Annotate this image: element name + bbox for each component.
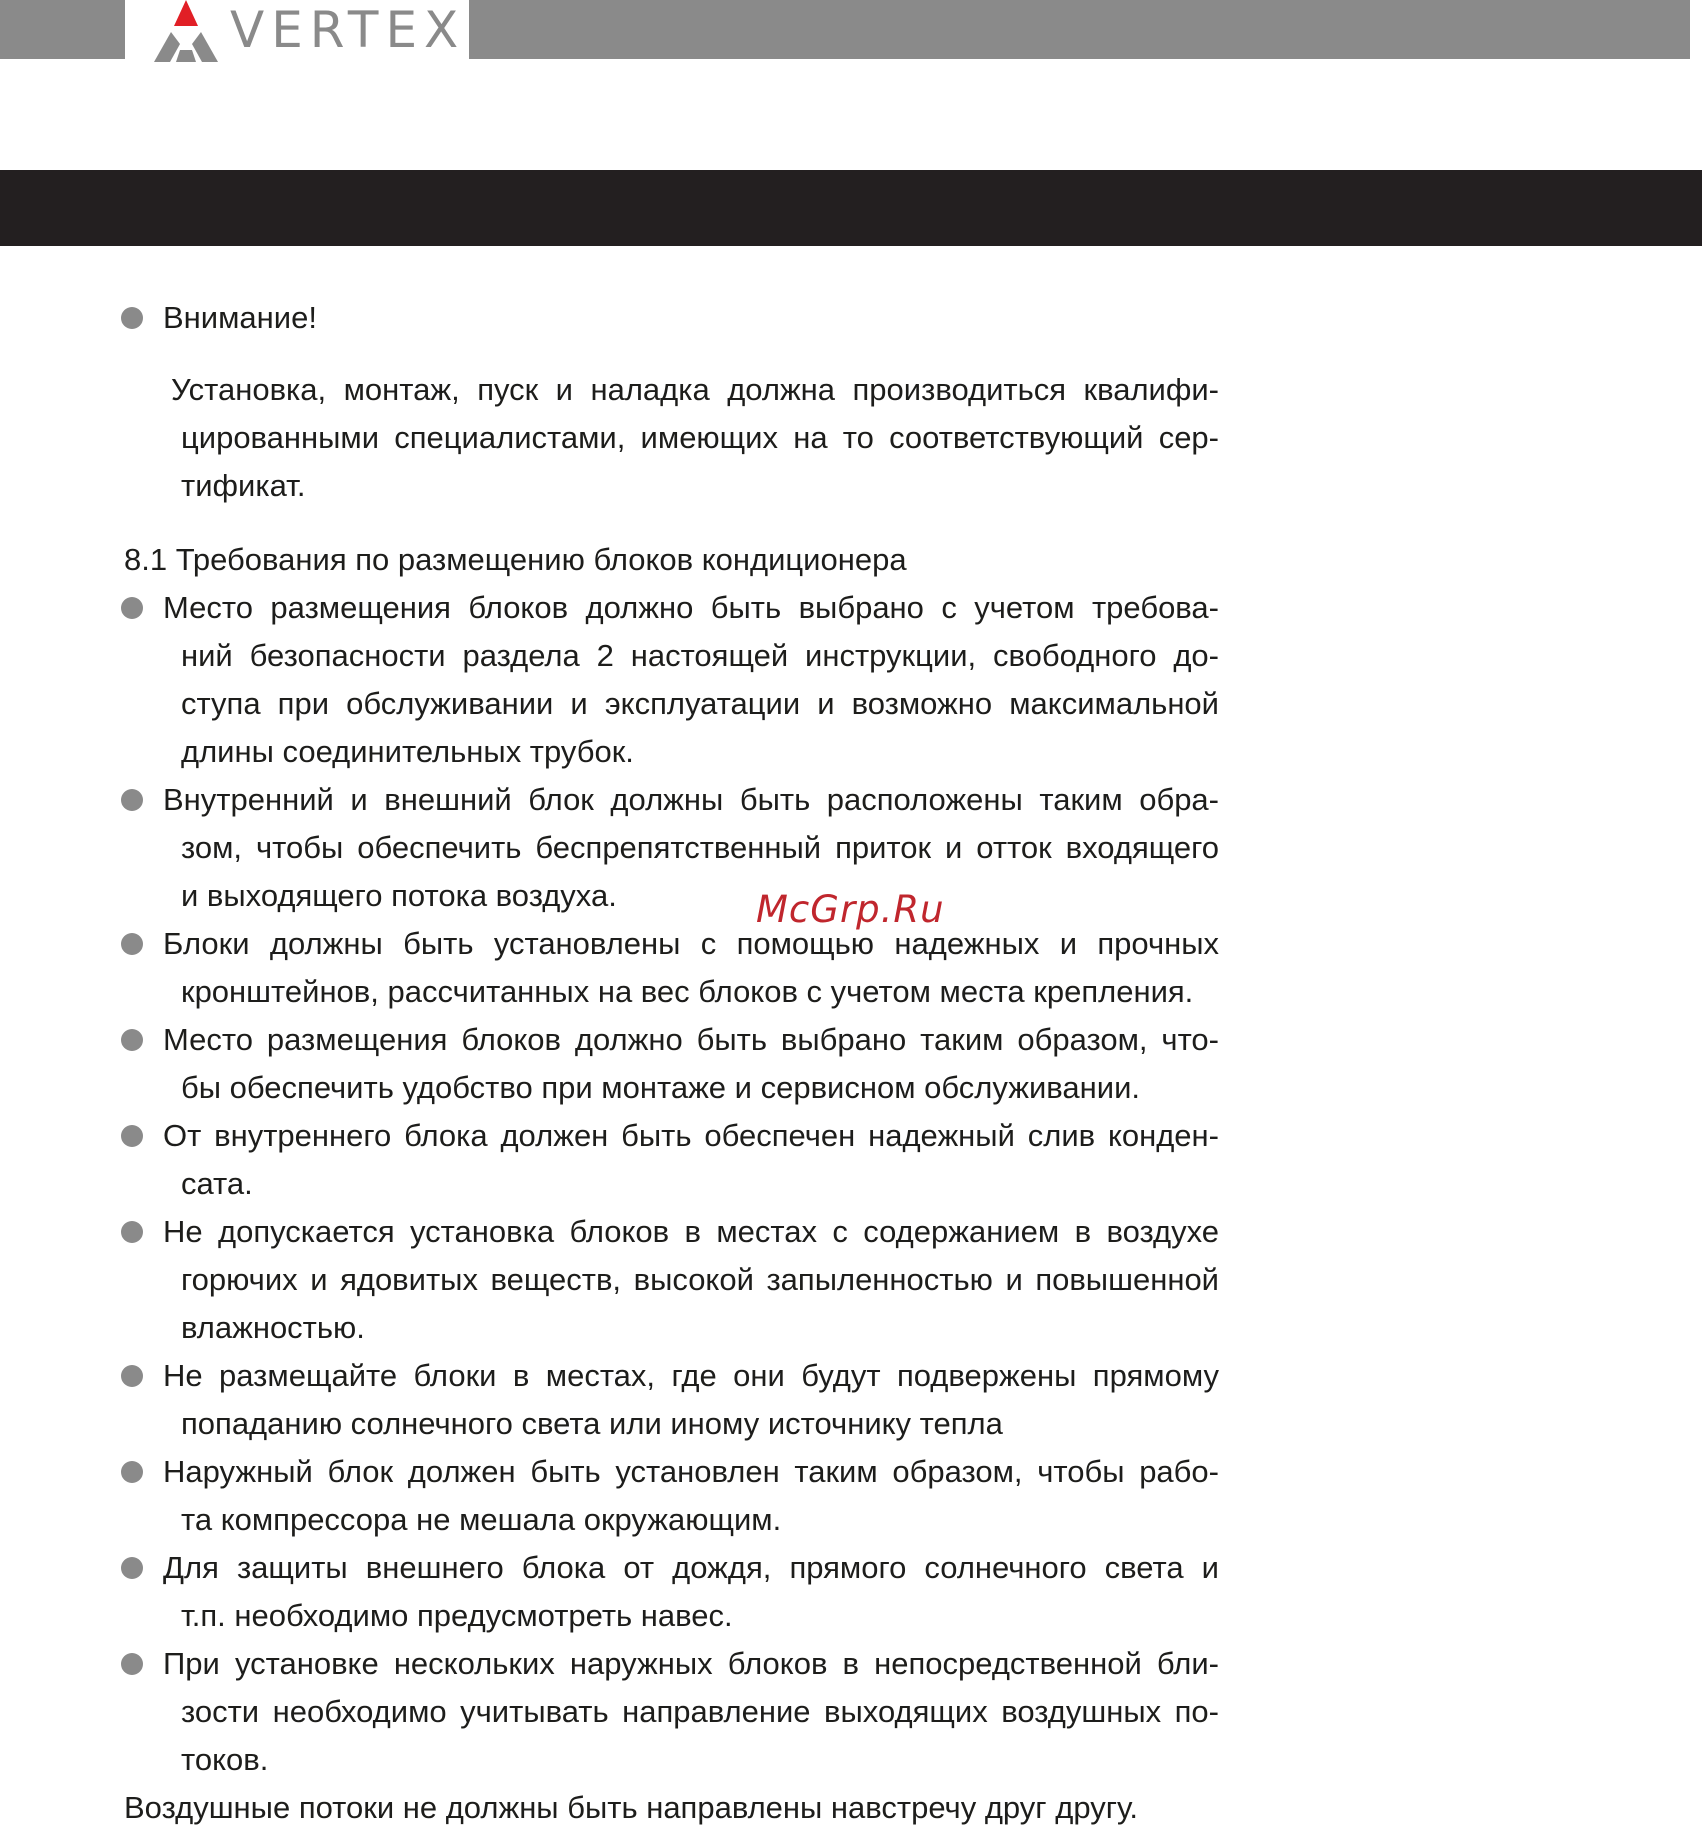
list-item-line: Внутренний и внешний блок должны быть расположены таким обра- <box>163 782 1219 817</box>
logo-text: VERTEX <box>230 1 466 59</box>
list-item-line: т.п. необходимо предусмотреть навес. <box>181 1598 733 1633</box>
section-title-band <box>0 170 1702 246</box>
list-item-line: ступа при обслуживании и эксплуатации и возможно максимальной <box>181 686 1219 721</box>
list-item-line: Для защиты внешнего блока от дождя, прямого солнечного света и <box>163 1550 1219 1585</box>
list-item-line: влажностью. <box>181 1310 365 1345</box>
list-item-line: зости необходимо учитывать направление выходящих воздушных по- <box>181 1694 1219 1729</box>
header-bar-left <box>0 0 125 59</box>
bullet-icon <box>121 597 143 619</box>
vertex-logo <box>152 0 466 62</box>
bullet-icon <box>121 1365 143 1387</box>
attention-line: цированными специалистами, имеющих на то соответствующий сер- <box>181 420 1219 455</box>
list-item-line: Блоки должны быть установлены с помощью надежных и прочных <box>163 926 1219 961</box>
list-item-line: Не допускается установка блоков в местах с содержанием в воздухе <box>163 1214 1219 1249</box>
list-item-line: Место размещения блоков должно быть выбрано таким образом, что- <box>163 1022 1219 1057</box>
bullet-icon <box>121 1461 143 1483</box>
list-item-line: токов. <box>181 1742 269 1777</box>
list-item-line: кронштейнов, рассчитанных на вес блоков с учетом места крепления. <box>181 974 1194 1009</box>
vertex-logo-icon <box>152 0 224 62</box>
watermark: McGrp.Ru <box>756 888 945 931</box>
bullet-attention-icon <box>121 307 143 329</box>
attention-line: Установка, монтаж, пуск и наладка должна производиться квалифи- <box>171 372 1219 407</box>
list-item-line: попаданию солнечного света или иному источнику тепла <box>181 1406 1003 1441</box>
bullet-icon <box>121 933 143 955</box>
list-item-line: горючих и ядовитых веществ, высокой запыленностью и повышенной <box>181 1262 1219 1297</box>
bullet-icon <box>121 1125 143 1147</box>
list-item-line: При установке нескольких наружных блоков в непосредственной бли- <box>163 1646 1219 1681</box>
header-bar-right <box>469 0 1690 59</box>
list-item-line: ний безопасности раздела 2 настоящей инструкции, свободного до- <box>181 638 1219 673</box>
list-item-line: бы обеспечить удобство при монтаже и сервисном обслуживании. <box>181 1070 1141 1105</box>
list-item-line: От внутреннего блока должен быть обеспечен надежный слив конден- <box>163 1118 1219 1153</box>
bullet-icon <box>121 789 143 811</box>
bullet-icon <box>121 1557 143 1579</box>
bullet-icon <box>121 1029 143 1051</box>
section-footer: Воздушные потоки не должны быть направлены навстречу друг другу. <box>124 1790 1139 1825</box>
list-item-line: и выходящего потока воздуха. <box>181 878 617 913</box>
list-item-line: зом, чтобы обеспечить беспрепятственный приток и отток входящего <box>181 830 1219 865</box>
attention-line: тификат. <box>181 468 306 503</box>
list-item-line: Не размещайте блоки в местах, где они будут подвержены прямому <box>163 1358 1219 1393</box>
list-item-line: Место размещения блоков должно быть выбрано с учетом требова- <box>163 590 1219 625</box>
list-item-line: сата. <box>181 1166 253 1201</box>
attention-title: Внимание! <box>163 300 317 335</box>
list-item-line: та компрессора не мешала окружающим. <box>181 1502 782 1537</box>
bullet-icon <box>121 1221 143 1243</box>
list-item-line: длины соединительных трубок. <box>181 734 634 769</box>
section-heading: 8.1 Требования по размещению блоков кондиционера <box>124 542 907 577</box>
bullet-icon <box>121 1653 143 1675</box>
list-item-line: Наружный блок должен быть установлен таким образом, чтобы рабо- <box>163 1454 1219 1489</box>
